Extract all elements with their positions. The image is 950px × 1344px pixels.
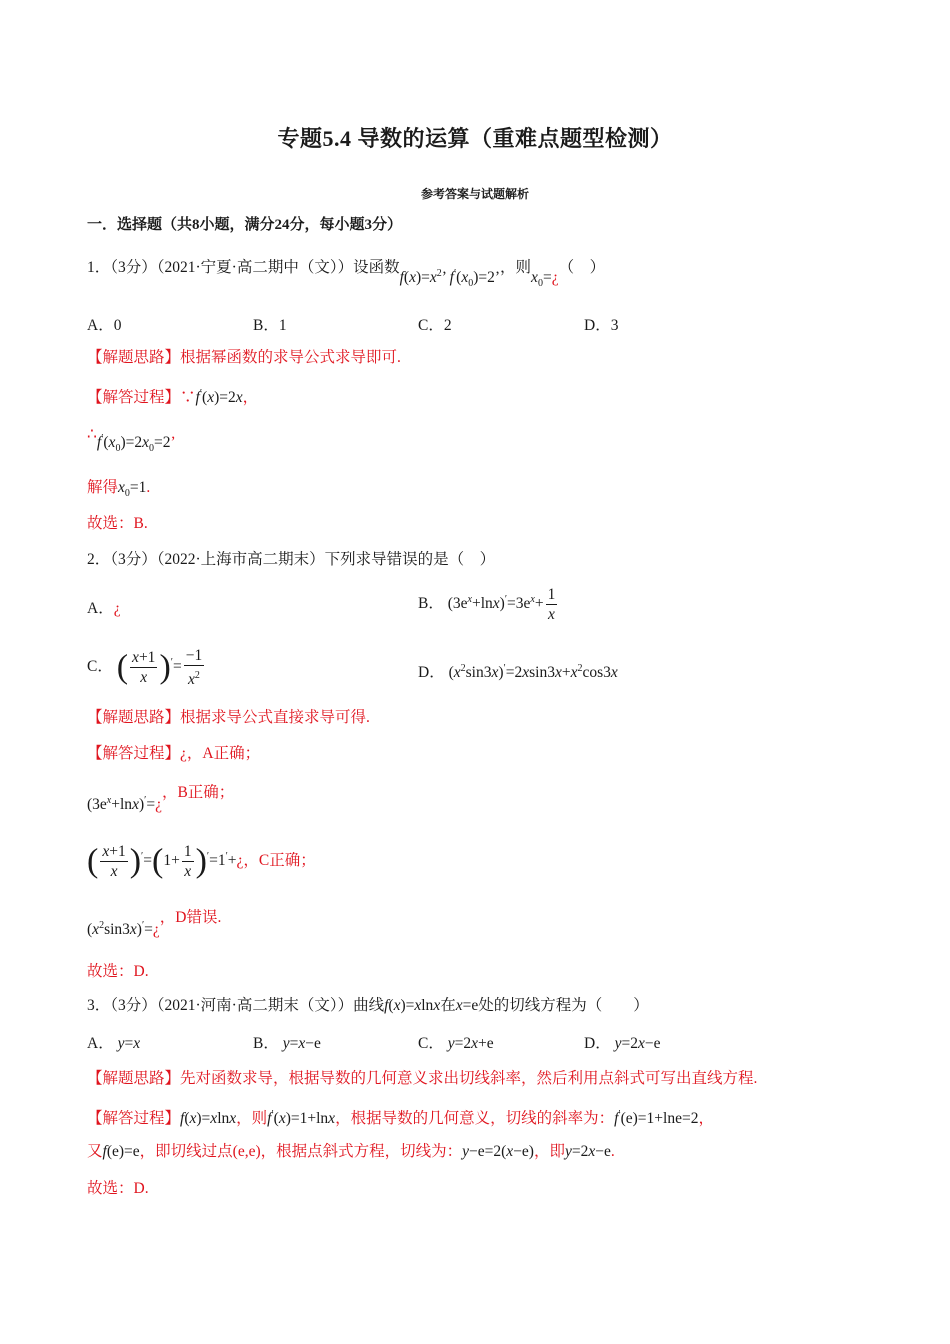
q1-option-d: D．3 xyxy=(584,317,619,334)
q2-option-d: D． $(x^2\sin 3x)'=2xsin3x+x^2\cos 3x$ xyxy=(418,662,618,681)
q1-stem: 1．（3分）（2021·宁夏·高二期中（文））设函数$f(x)=x^2$’ $f'(x_0)=2$’，则$x_0=¿$（ ） xyxy=(87,259,606,290)
q1-thinking: 【解题思路】根据幂函数的求导公式求导即可. xyxy=(87,349,401,366)
q2-option-b: B． $(3e^x+\ln x)'=3e^x+$ $\frac{1}{x}$ xyxy=(418,586,556,623)
q2-process-1: 【解答过程】¿，A正确； xyxy=(87,745,261,762)
q2-stem: 2．（3分）（2022·上海市高二期末）下列求导错误的是（ ） xyxy=(87,551,496,568)
q3-process-2: 又f(e)=e，即切线过点(e,e)，根据点斜式方程，切线为：y−e=2(x−e)，即y=2x−e. xyxy=(87,1143,615,1160)
q3-answer: 故选：D. xyxy=(87,1180,149,1197)
q3-stem: 3．（3分）（2021·河南·高二期末（文））曲线f(x)=xlnx在x=e处的切线方程为（ ） xyxy=(87,997,649,1014)
q2-process-2: $(3e^x+\ln x)'=¿$，B正确； xyxy=(87,784,235,814)
q3-thinking: 【解题思路】先对函数求导，根据导数的几何意义求出切线斜率，然后利用点斜式可写出直线方程. xyxy=(87,1070,758,1087)
section-heading: 一．选择题（共8小题，满分24分，每小题3分） xyxy=(87,217,403,233)
q2-thinking: 【解题思路】根据求导公式直接求导可得. xyxy=(87,709,370,726)
q1-option-a: A．0 xyxy=(87,317,122,334)
page-title: 专题5.4 导数的运算（重难点题型检测） xyxy=(277,126,673,151)
q3-option-c: C． y=2x+e xyxy=(418,1035,494,1052)
page-subtitle: 参考答案与试题解析 xyxy=(420,187,529,201)
q3-option-a: A． y=x xyxy=(87,1035,141,1052)
q1-formula: $f(x)=x^2$’ $f'(x_0)=2$’ xyxy=(399,268,501,290)
q2-process-3: ( $\frac{x+1}{x}$ )′=(1+ $\frac{1}{x}$ )′=1′+¿，C正确； xyxy=(87,842,316,880)
q1-option-c: C．2 xyxy=(418,317,452,334)
q2-process-4: $(x^2\sin 3x)'=¿$，D错误. xyxy=(87,909,222,939)
q1-option-b: B．1 xyxy=(253,317,287,334)
q2-option-a: A．¿ xyxy=(87,600,121,617)
q1-process-2: $\therefore f'(x_0)=2x_0=2$’ xyxy=(87,426,176,455)
q3-option-d: D． y=2x−e xyxy=(584,1035,661,1052)
q3-option-b: B． y=x−e xyxy=(253,1035,321,1052)
q2-option-c: C． ( $\frac{x+1}{x}$ )′= $\frac{-1}{x^2}$ xyxy=(87,647,203,689)
q1-process-1: 【解答过程】∵f′(x)=2x， xyxy=(87,388,259,407)
q1-answer: 故选：B. xyxy=(87,515,148,532)
q3-process-1: 【解答过程】f(x)=xlnx，则f′(x)=1+lnx，根据导数的几何意义，切线的斜率为：f′(e)=1+lne=2， xyxy=(87,1109,714,1128)
q2-answer: 故选：D. xyxy=(87,963,149,980)
q1-process-3: 解得$x_0=1$. xyxy=(87,479,151,500)
